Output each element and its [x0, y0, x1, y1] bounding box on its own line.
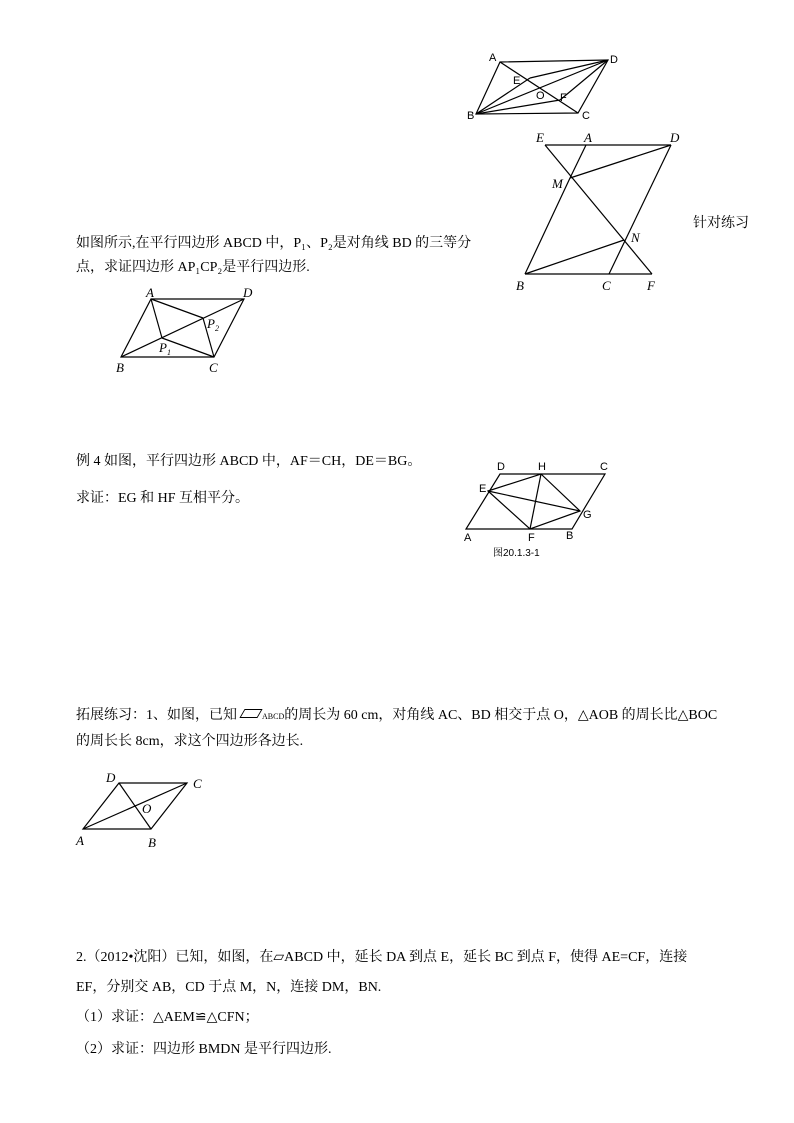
fig2-label-c: C	[602, 278, 611, 293]
fig1-label-c: C	[582, 110, 590, 122]
problem2-line1: 2.（2012•沈阳）已知，如图，在▱ABCD 中，延长 DA 到点 E，延长 BC 到点 F，使得 AE=CF，连接	[76, 950, 688, 965]
example4-line2: 求证：EG 和 HF 互相平分。	[76, 491, 250, 506]
fig2-label-e: E	[536, 130, 544, 145]
fig3-label-c: C	[209, 360, 218, 375]
extension-line1-pre: 拓展练习：1、如图，已知	[76, 708, 237, 723]
fig2-label-d: D	[670, 130, 680, 145]
problem2-line2: EF，分别交 AB，CD 于点 M，N，连接 DM，BN.	[76, 980, 382, 995]
fig1-label-a: A	[489, 52, 497, 64]
fig1-label-d: D	[610, 54, 618, 66]
fig3-label-p1: $P_1$	[159, 340, 171, 357]
fig5-label-c: C	[193, 776, 202, 791]
example4-line1: 例 4 如图，平行四边形 ABCD 中，AF＝CH，DE＝BG。	[76, 454, 422, 469]
fig3-label-d: D	[243, 285, 253, 300]
fig3-label-b: B	[116, 360, 124, 375]
fig1-label-e: E	[513, 75, 521, 87]
fig2-label-a: A	[584, 130, 592, 145]
parallelogram-name: ABCD	[262, 712, 285, 721]
problem2-part1: （1）求证：△AEM≌△CFN；	[76, 1010, 259, 1025]
fig3-label-p2: $P_2$	[207, 316, 219, 333]
fig4-label-h: H	[538, 461, 546, 473]
fig5-label-d: D	[106, 770, 116, 785]
fig4-label-e: E	[479, 483, 487, 495]
fig5-label-b: B	[148, 835, 156, 850]
practice-label: 针对练习	[693, 215, 749, 231]
fig1-label-b: B	[467, 110, 475, 122]
fig4-label-g: G	[583, 509, 592, 521]
fig3-label-a: A	[146, 285, 154, 300]
problem1-line1: 如图所示,在平行四边形 ABCD 中，P₁、P₂是对角线 BD 的三等分	[76, 236, 472, 251]
fig4-label-b: B	[566, 530, 574, 542]
figure-caption: 图20.1.3-1	[493, 548, 540, 559]
fig5-label-a: A	[76, 833, 84, 848]
fig4-label-d: D	[497, 461, 505, 473]
fig2-label-n: N	[631, 230, 640, 245]
problem1-line2: 点，求证四边形 AP₁CP₂是平行四边形.	[76, 260, 310, 275]
fig2-label-b: B	[516, 278, 524, 293]
fig5-label-o: O	[142, 801, 152, 816]
extension-line2: 的周长长 8cm，求这个四边形各边长.	[76, 734, 304, 749]
problem2-part2: （2）求证：四边形 BMDN 是平行四边形.	[76, 1042, 332, 1057]
fig4-label-f: F	[528, 532, 535, 544]
extension-line1-post: 的周长为 60 cm，对角线 AC、BD 相交于点 O，△AOB 的周长比△BOC	[284, 708, 718, 723]
fig2-label-f: F	[647, 278, 655, 293]
fig4-label-c: C	[600, 461, 608, 473]
fig4-label-a: A	[464, 532, 472, 544]
fig1-label-o: O	[536, 90, 545, 102]
fig2-label-m: M	[552, 176, 563, 191]
fig1-label-f: F	[560, 92, 567, 104]
